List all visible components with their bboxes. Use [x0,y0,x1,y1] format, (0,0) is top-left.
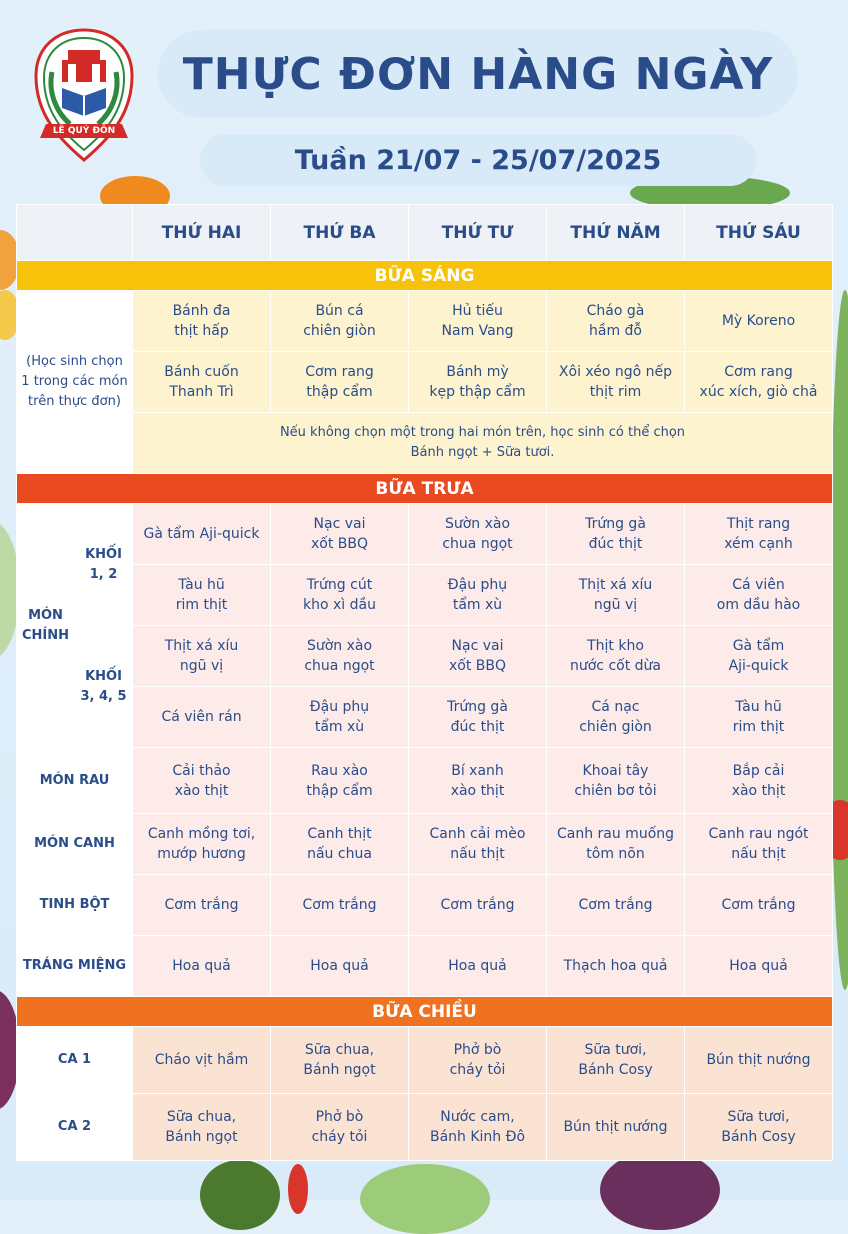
dessert-label: TRÁNG MIỆNG [17,936,133,997]
lunch-row [17,565,833,626]
menu-cell: Canh rau ngót nấu thịt [685,814,833,875]
menu-cell: Bí xanh xào thịt [409,748,547,814]
menu-cell: Gà tẩm Aji-quick [133,504,271,565]
eggplant-bottom-decoration [600,1150,720,1230]
day-header: THỨ SÁU [685,205,833,261]
menu-cell: Cá viên om dầu hào [685,565,833,626]
chili-decoration [288,1164,308,1214]
menu-cell: Nạc vai xốt BBQ [271,504,409,565]
shift2-label: CA 2 [17,1094,133,1161]
menu-cell: Đậu phụ tẩm xù [409,565,547,626]
lunch-bar [17,474,833,504]
menu-cell: Cơm trắng [547,875,685,936]
menu-cell: Cơm trắng [685,875,833,936]
menu-cell: Tàu hũ rim thịt [133,565,271,626]
menu-cell: Rau xào thập cẩm [271,748,409,814]
menu-cell: Thịt rang xém cạnh [685,504,833,565]
menu-cell: Sữa tươi, Bánh Cosy [685,1094,833,1161]
menu-cell: Thịt xá xíu ngũ vị [547,565,685,626]
shift2-row [17,1094,833,1161]
menu-cell: Gà tẩm Aji-quick [685,626,833,687]
menu-cell: Sữa chua, Bánh ngọt [271,1027,409,1094]
day-header: THỨ TƯ [409,205,547,261]
menu-cell: Cơm trắng [133,875,271,936]
day-header: THỨ HAI [133,205,271,261]
grade12-label: KHỐI 1, 2 [75,504,133,626]
menu-cell: Hoa quả [409,936,547,997]
breakfast-row [17,352,833,413]
breakfast-bar [17,261,833,291]
menu-cell: Bánh cuốn Thanh Trì [133,352,271,413]
breakfast-note: Nếu không chọn một trong hai món trên, học sinh có thể chọn Bánh ngọt + Sữa tươi. [133,413,833,474]
soup-label: MÓN CANH [17,814,133,875]
menu-cell: Phở bò cháy tỏi [409,1027,547,1094]
menu-cell: Hoa quả [685,936,833,997]
menu-cell: Bánh đa thịt hấp [133,291,271,352]
breakfast-note-row [17,413,833,474]
menu-cell: Trứng gà đúc thịt [547,504,685,565]
avocado-decoration [200,1160,280,1230]
menu-cell: Hủ tiếu Nam Vang [409,291,547,352]
menu-cell: Sữa chua, Bánh ngọt [133,1094,271,1161]
menu-cell: Trứng cút kho xì dầu [271,565,409,626]
menu-cell: Thịt xá xíu ngũ vị [133,626,271,687]
day-header: THỨ NĂM [547,205,685,261]
week-range: Tuần 21/07 - 25/07/2025 [200,134,756,186]
menu-cell: Nạc vai xốt BBQ [409,626,547,687]
starch-row [17,875,833,936]
logo-text: LÊ QUÝ ĐÔN [52,126,116,136]
menu-cell: Sườn xào chua ngọt [271,626,409,687]
menu-cell: Hoa quả [133,936,271,997]
menu-cell: Hoa quả [271,936,409,997]
grade345-label: KHỐI 3, 4, 5 [75,626,133,748]
menu-cell: Cá viên rán [133,687,271,748]
afternoon-title: BỮA CHIỀU [17,997,833,1027]
menu-cell: Canh rau muống tôm nõn [547,814,685,875]
veg-row [17,748,833,814]
starch-label: TINH BỘT [17,875,133,936]
menu-cell: Cháo vịt hầm [133,1027,271,1094]
menu-cell: Thịt kho nước cốt dừa [547,626,685,687]
menu-cell: Bánh mỳ kẹp thập cẩm [409,352,547,413]
school-logo [30,28,138,162]
menu-cell: Tàu hũ rim thịt [685,687,833,748]
day-header: THỨ BA [271,205,409,261]
lunch-title: BỮA TRƯA [17,474,833,504]
breakfast-title: BỮA SÁNG [17,261,833,291]
menu-cell: Nước cam, Bánh Kinh Đô [409,1094,547,1161]
shift1-row [17,1027,833,1094]
menu-cell: Bún thịt nướng [547,1094,685,1161]
dessert-row [17,936,833,997]
page-title: THỰC ĐƠN HÀNG NGÀY [158,30,798,118]
menu-cell: Xôi xéo ngô nếp thịt rim [547,352,685,413]
menu-cell: Canh cải mèo nấu thịt [409,814,547,875]
menu-cell: Bún cá chiên giòn [271,291,409,352]
afternoon-bar [17,997,833,1027]
menu-cell: Khoai tây chiên bơ tỏi [547,748,685,814]
breakfast-label: (Học sinh chọn 1 trong các món trên thực đơn) [17,291,133,474]
menu-cell: Cá nạc chiên giòn [547,687,685,748]
menu-cell: Canh mồng tơi, mướp hương [133,814,271,875]
day-header-row [17,205,833,261]
menu-cell: Phở bò cháy tỏi [271,1094,409,1161]
breakfast-row [17,291,833,352]
menu-cell: Cơm rang xúc xích, giò chả [685,352,833,413]
menu-cell: Thạch hoa quả [547,936,685,997]
shift1-label: CA 1 [17,1027,133,1094]
lunch-row [17,504,833,565]
menu-cell: Cải thảo xào thịt [133,748,271,814]
veg-label: MÓN RAU [17,748,133,814]
cabbage-bottom-decoration [360,1164,490,1234]
header-corner [17,205,133,261]
menu-cell: Trứng gà đúc thịt [409,687,547,748]
menu-cell: Cơm trắng [271,875,409,936]
lunch-row [17,687,833,748]
main-dish-label: MÓN CHÍNH [17,504,75,748]
menu-cell: Cơm trắng [409,875,547,936]
menu-cell: Sườn xào chua ngọt [409,504,547,565]
menu-cell: Bún thịt nướng [685,1027,833,1094]
menu-cell: Canh thịt nấu chua [271,814,409,875]
menu-cell: Đậu phụ tẩm xù [271,687,409,748]
soup-row [17,814,833,875]
menu-cell: Bắp cải xào thịt [685,748,833,814]
lunch-row [17,626,833,687]
menu-cell: Cháo gà hầm đỗ [547,291,685,352]
menu-cell: Mỳ Koreno [685,291,833,352]
menu-cell: Sữa tươi, Bánh Cosy [547,1027,685,1094]
menu-cell: Cơm rang thập cẩm [271,352,409,413]
menu-table [16,204,833,1161]
